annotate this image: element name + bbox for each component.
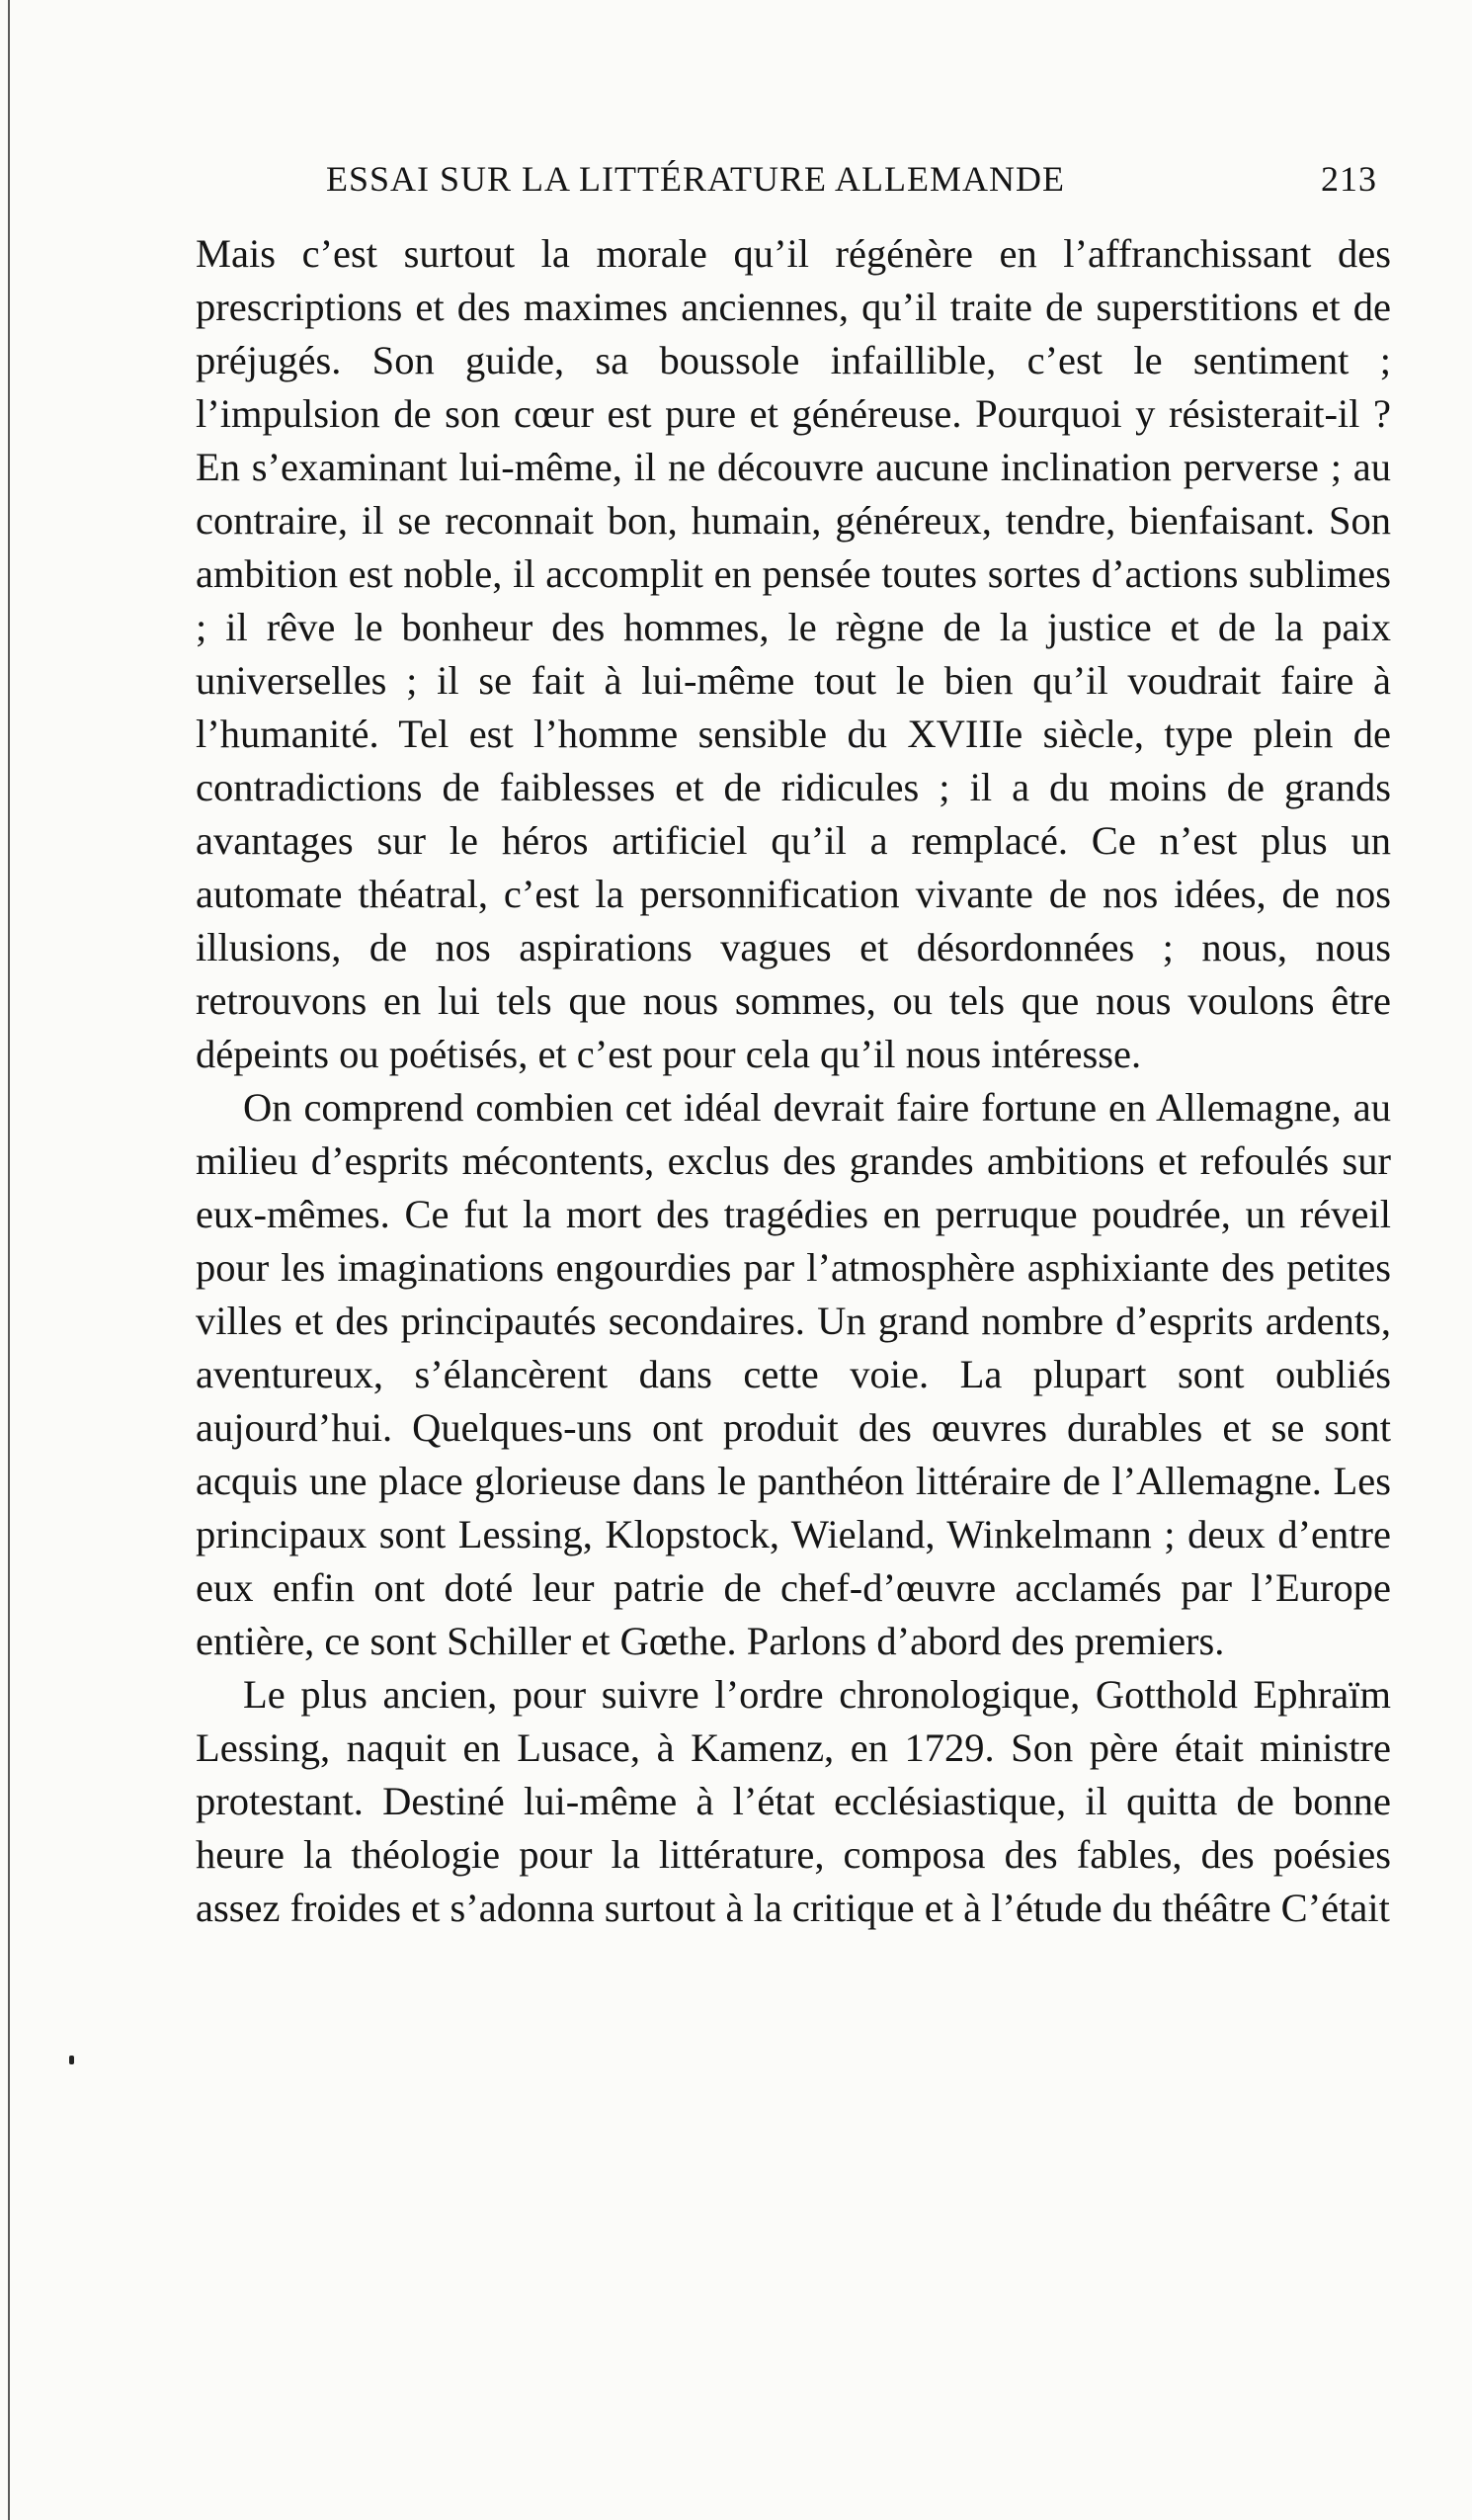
paragraph-2: On comprend combien cet idéal devrait faire fortune en Allemagne, au milieu d’esprits mécontents, exclus des grandes ambitions et refoulés sur eux-mêmes. Ce fut la mort des tragédies en perruque poudrée, un réveil pour les imaginations engourdies par l’atmosphère asphixiante des petites villes et des principautés secondaires. Un grand nombre d’esprits ardents, aventureux, s’élancèrent dans cette voie. La plupart sont oubliés aujourd’hui. Quelques-uns ont produit des œuvres durables et se sont acquis une place glorieuse dans le panthéon littéraire de l’Allemagne. Les principaux sont Lessing, Klopstock, Wieland, Winkelmann ; deux d’entre eux enfin ont doté leur patrie de chef-d’œuvre acclamés par l’Europe entière, ce sont Schiller et Gœthe. Parlons d’abord des premiers. [196,1085,1391,1663]
running-title: ESSAI SUR LA LITTÉRATURE ALLEMANDE [326,159,1065,199]
book-page [196,158,1391,1935]
paragraph-3: Le plus ancien, pour suivre l’ordre chronologique, Gotthold Ephraïm Lessing, naquit en Lusace, à Kamenz, en 1729. Son père était ministre protestant. Destiné lui-même à l’état ecclésiastique, il quitta de bonne heure la théologie pour la littérature, composa des fables, des poésies assez froides et s’adonna surtout à la critique et à l’étude du théâtre C’était [196,1672,1391,1930]
page-edge-line [8,0,10,2520]
running-head [196,158,1391,213]
ink-mark [69,2056,74,2064]
paragraph-1: Mais c’est surtout la morale qu’il régénère en l’affranchissant des prescriptions et des maximes anciennes, qu’il traite de superstitions et de préjugés. Son guide, sa boussole infaillible, c’est le sentiment ; l’impulsion de son cœur est pure et généreuse. Pourquoi y résisterait-il ? En s’examinant lui-même, il ne découvre aucune inclination perverse ; au contraire, il se reconnait bon, humain, généreux, tendre, bienfaisant. Son ambition est noble, il accomplit en pensée toutes sortes d’actions sublimes ; il rêve le bonheur des hommes, le règne de la justice et de la paix universelles ; il se fait à lui-même tout le bien qu’il voudrait faire à l’humanité. Tel est l’homme sensible du XVIIIe siècle, type plein de contradictions de faiblesses et de ridicules ; il a du moins de grands avantages sur le héros artificiel qu’il a remplacé. Ce n’est plus un automate théatral, c’est la personnification vivante de nos idées, de nos illusions, de nos aspirations vagues et désordonnées ; nous, nous retrouvons en lui tels que nous sommes, ou tels que nous voulons être dépeints ou poétisés, et c’est pour cela qu’il nous intéresse. [196,231,1391,1076]
body-text [196,227,1391,1935]
page-number: 213 [1321,159,1377,199]
